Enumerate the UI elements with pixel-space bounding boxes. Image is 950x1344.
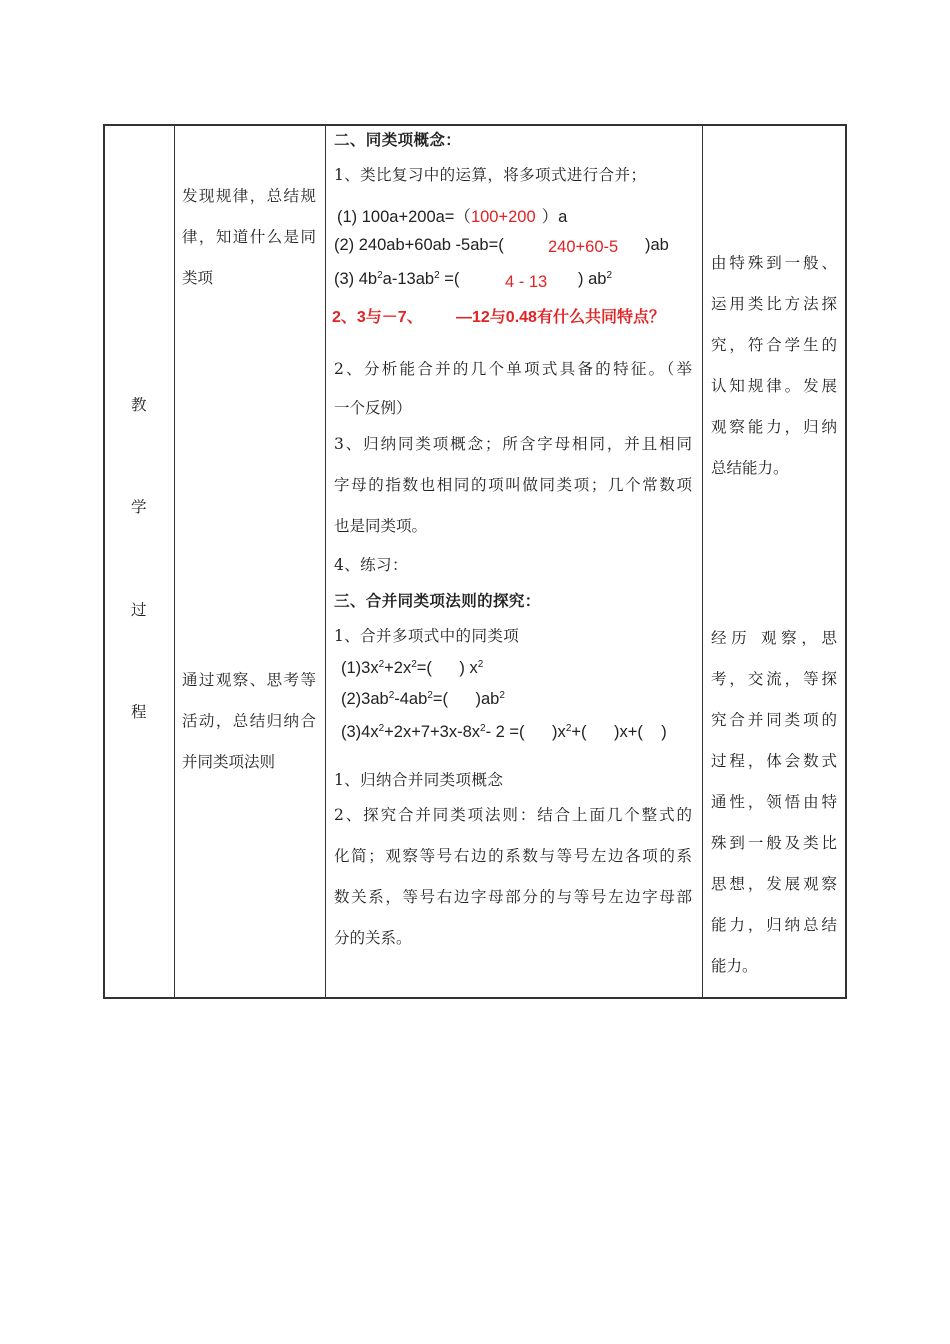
goal-line: 通过观察、思考等: [182, 671, 316, 689]
goal-line: 活动，总结归纳合: [182, 712, 316, 730]
goal-line: 发现规律，总结规: [182, 187, 316, 205]
goal-line: 律，知道什么是同: [182, 228, 316, 246]
paragraph-5: 1、合并多项式中的同类项: [334, 627, 520, 645]
paragraph-6: 1、归纳合并同类项概念: [334, 771, 504, 789]
paragraph-7: 2、探究合并同类项法则：结合上面几个整式的 化简；观察等号右边的系数与等号左边各项的系 数关系，等号右边字母部分的与等号左边字母部 分的关系。: [334, 806, 692, 947]
section-heading: 二、同类项概念：: [334, 130, 462, 149]
goal-block-1: [182, 176, 316, 299]
column-divider: [702, 126, 703, 997]
stage-char: 教: [131, 396, 147, 414]
question-part-2: —12与0.48有什么共同特点？: [456, 309, 665, 326]
stage-char: 过: [131, 601, 147, 619]
formula-3: $(3)4x^2+2x+7+3x-8x^2-$ 2 =( )$x^2+$( )x+( ): [341, 723, 667, 741]
paragraph-4: 4、练习：: [334, 556, 408, 574]
formula-1: $(1)3x^2+2x^2=$( ) $x^2$: [341, 659, 484, 677]
paragraph-3: 3、归纳同类项概念；所含字母相同，并且相同 字母的指数也相同的项叫做同类项；几个常数项 也是同类项。: [334, 435, 692, 535]
paragraph: 1、类比复习中的运算，将多项式进行合并；: [334, 166, 647, 184]
equation-3: (3) $4b^2a-13ab^2$ =(: [334, 270, 460, 288]
goal-line: 并同类项法则: [182, 753, 276, 771]
equation-2-tail: )ab: [645, 236, 669, 254]
equation-2: (2) 240ab+60ab -5ab=(: [334, 236, 504, 254]
question-part-1: 2、3与－7、: [332, 309, 423, 326]
section-heading: 三、合并同类项法则的探究：: [334, 591, 541, 610]
goal-block-2: [182, 660, 316, 783]
equation-2-answer: 240+60-5: [548, 238, 619, 256]
paragraph-2: 2、分析能合并的几个单项式具备的特征。（举 一个反例）: [334, 360, 692, 417]
intent-block-2: 经历 观察，思 考，交流，等探 究合并同类项的 过程，体会数式 通性，领悟由特 殊到一般及类比 思想，发展观察 能力，归纳总结 能力。: [711, 629, 837, 975]
stage-char: 学: [131, 498, 147, 516]
stage-char: 程: [131, 703, 147, 721]
column-divider: [174, 126, 175, 997]
formula-2: $(2)3ab^2-4ab^2=$( )$ab^2$: [341, 690, 505, 708]
equation-3-answer: 4 - 13: [505, 273, 548, 291]
equation-1: (1) 100a+200a=（100+200 ）a: [337, 208, 568, 226]
intent-block-1: 由特殊到一般、 运用类比方法探 究，符合学生的 认知规律。发展 观察能力，归纳 总结能力。: [711, 254, 837, 477]
equation-3-tail: ) $ab^2$: [578, 270, 612, 288]
goal-line: 类项: [182, 269, 214, 287]
column-divider: [325, 126, 326, 997]
